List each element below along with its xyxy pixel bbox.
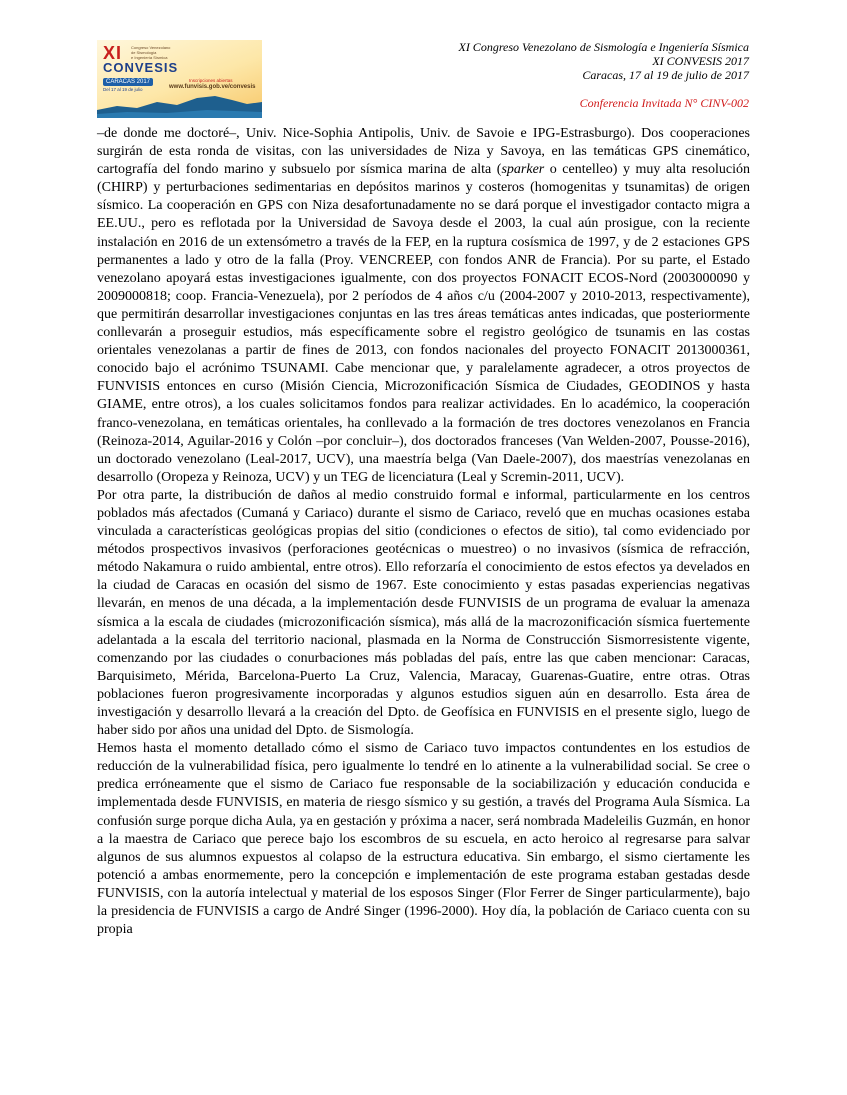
header-convesis: XI CONVESIS 2017 [652, 54, 749, 68]
logo-dates: Del 17 al 19 de julio [103, 87, 143, 92]
italic-term: sparker [501, 162, 545, 178]
logo-url: www.funvisis.gob.ve/convesis [169, 84, 256, 90]
logo-inscripciones: Inscripciones abiertas [189, 78, 233, 83]
paragraph-2: Por otra parte, la distribución de daños al medio construido formal e informal, particularmente en los centros poblados más afectados (Cumaná y Cariaco) durante el sismo de Cariaco, reveló que en muchas ocasiones estaba vinculada a características geológicas propias del sitio (condiciones o efectos de sitio), tal como evidenciado por métodos prospectivos invasivos (perforaciones geotécnicas o muestreo) o no invasivos (sísmica de refracción, método Nakamura o ruido ambiental, entre otros). Ello reforzaría el conocimiento de estos efectos ya develados en la ciudad de Caracas en ocasión del sismo de 1967. Este conocimiento y estas pasadas experiencias negativas llevarán, en menos de una década, a la implementación desde FUNVISIS de un programa de evaluar la amenaza sísmica a la escala de ciudades (microzonificación sísmica), más allá de la macrozonificación sísmica fuertemente adelantada a la escala del territorio nacional, plasmada en la Norma de Construcción Sismorresistente vigente, comenzando por las ciudades o conurbaciones más pobladas del país, entre las que caben mencionar: Caracas, Barquisimeto, Mérida, Barcelona-Puerto La Cruz, Valencia, Maracay, Guarenas-Guatire, entre otras. Otras poblaciones fueron progresivamente incorporadas y algunos estudios siguen aún en desarrollo. Esta área de investigación y desarrollo llevará a la creación del Dpto. de Geofísica en FUNVISIS en el presente siglo, luego de haber sido por años una unidad del Dpto. de Sismología. [97, 487, 750, 739]
body-text [97, 125, 750, 939]
paragraph-1: –de donde me doctoré–, Univ. Nice-Sophia Antipolis, Univ. de Savoie e IPG-Estrasburgo). Dos cooperaciones surgirán de esta ronda de visitas, con las universidades de Niza y Savoya, en las temáticas GPS cinemático, cartografía del fondo marino y subsuelo por sísmica marina de alta (sparker o centelleo) y muy alta resolución (CHIRP) y perturbaciones sedimentarias en depósitos marinos y costeros (homogenitas y tsunamitas) de origen sísmico. La cooperación en GPS con Niza desafortunadamente no se dará porque el investigador contacto migra a EE.UU., pero es reflotada por la Universidad de Savoya desde el 2003, la cual aún prosigue, con la reciente instalación en 2016 de un extensómetro a través de la FEP, en la ruptura cosísmica de 1997, y de 2 estaciones GPS permanentes a lado y otro de la falla (Proy. VENCREEP, con fondos ANR de Francia). Por su parte, el Estado venezolano apoyará estas investigaciones igualmente, con dos proyectos FONACIT ECOS-Nord (2003000090 y 2009000818; coop. Francia-Venezuela), por 2 períodos de 4 años c/u (2004-2007 y 2010-2013, respectivamente), que permitirán desarrollar investigaciones conjuntas en las tres áreas temáticas antes indicadas, que posteriormente conllevarán a proseguir estudios, más específicamente sobre el registro geológico de tsunamis en las costas orientales venezolanas a partir de fines de 2013, con fondos nacionales del proyecto FONACIT 2013000361, conocido bajo el acrónimo TSUNAMI. Cabe mencionar que, y paralelamente agradecer, a otros proyectos de FUNVISIS entonces en curso (Misión Ciencia, Microzonificación Sísmica de Ciudades, GEODINOS y hasta GIAME, entre otros), a los cuales solicitamos fondos para realizar actividades. En lo académico, la cooperación franco-venezolana, en temáticas orientales, ha conllevado a la formación de tres doctores venezolanos en Francia (Reinoza-2014, Aguilar-2016 y Colón –por concluir–), dos doctorados franceses (Van Welden-2007, Pousse-2016), un doctorado venezolano (Leal-2017, UCV), una maestría belga (Van Daele-2007), dos maestrías venezolanas en desarrollo (Oropeza y Reinoza, UCV) y un TEG de licenciatura (Leal y Scremin-2011, UCV). [97, 126, 750, 485]
logo-caracas-badge: CARACAS 2017 [103, 78, 153, 86]
logo-convesis-text: CONVESIS [103, 60, 179, 75]
logo-xi-text: XI [103, 43, 123, 63]
header-location-date: Caracas, 17 al 19 de julio de 2017 [582, 68, 749, 82]
paragraph-3: Hemos hasta el momento detallado cómo el sismo de Cariaco tuvo impactos contundentes en los estudios de reducción de la vulnerabilidad física, pero igualmente lo tendré en lo atinente a la vulnerabilidad social. Se cree o predica erróneamente que el sismo de Cariaco fue responsable de la sociabilización y educación conducida e implementada desde FUNVISIS, en materia de riesgo sísmico y su gestión, a través del Programa Aula Sísmica. La confusión surge porque dicha Aula, ya en gestación y próxima a nacer, será nombrada Madeleilis Guzmán, en honor a la maestra de Cariaco que perece bajo los escombros de su escuela, en acto heroico al regresarse para salvar algunos de sus alumnos expuestos al colapso de la estructura educativa. Sin embargo, el sismo ciertamente les potenció a ambas enormemente, pero la concepción e implementación de este programa estaban gestadas desde FUNVISIS, con la autoría intelectual y material de los esposos Singer (Flor Ferrer de Singer particularmente), bajo la presidencia de FUNVISIS a cargo de André Singer (1996-2000). Hoy día, la población de Cariaco cuenta con su propia [97, 741, 750, 938]
header-congress-name: XI Congreso Venezolano de Sismología e Ingeniería Sísmica [458, 40, 749, 54]
logo-subtitle: Congreso Venezolano de Sismología e Ingeniería Sísmica [131, 45, 171, 60]
convesis-logo [97, 40, 262, 118]
conference-header [458, 40, 749, 110]
header-conference-id: Conferencia Invitada N° CINV-002 [579, 96, 749, 110]
mountain-silhouette-icon [97, 88, 262, 118]
